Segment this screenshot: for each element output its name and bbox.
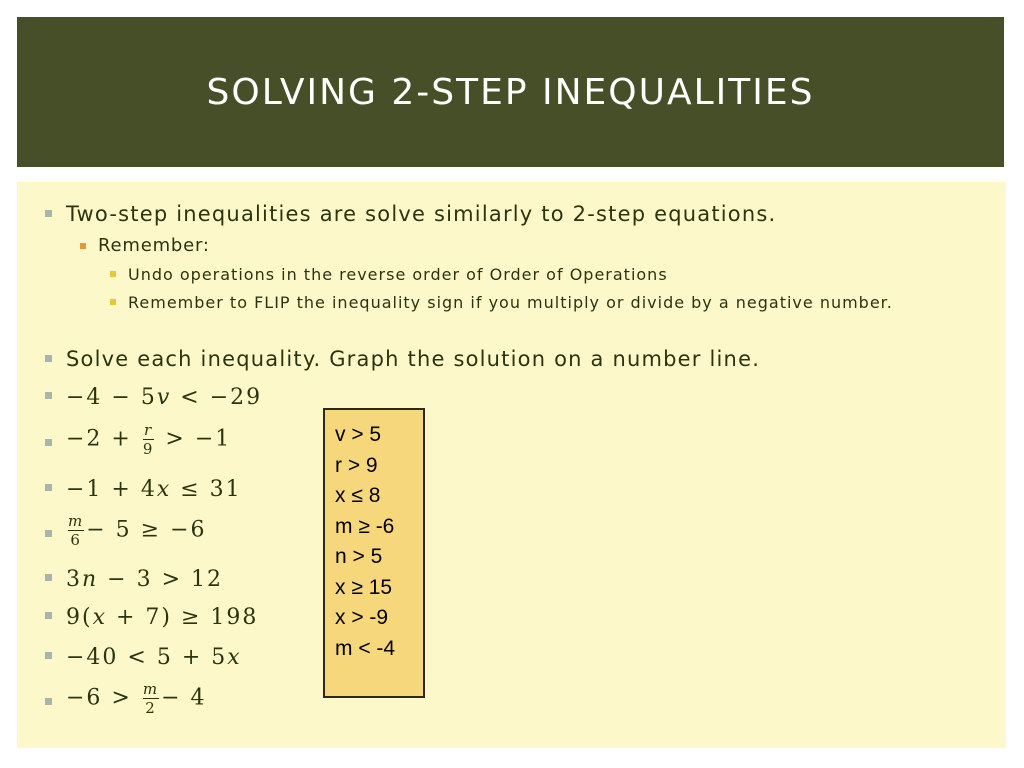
inequality-part: −2 + (66, 426, 141, 452)
bullet-text: Solve each inequality. Graph the solution on a number line. (66, 347, 761, 371)
fraction (143, 680, 159, 717)
denominator: 6 (70, 531, 82, 549)
problem-8 (45, 680, 207, 717)
answer: x ≥ 15 (335, 575, 393, 599)
square-bullet-icon (45, 530, 52, 537)
bullet-remember (80, 235, 210, 257)
answer: v > 5 (335, 423, 382, 446)
title-bar (17, 17, 1004, 167)
problem-3 (45, 475, 242, 505)
inequality (66, 421, 231, 458)
answer: x ≤ 8 (335, 484, 381, 507)
answer: n > 5 (335, 545, 383, 568)
content-area (17, 182, 1006, 748)
inequality: 9(𝑥 + 7) ≥ 198 (66, 605, 259, 630)
square-bullet-icon (45, 574, 52, 581)
denominator: 2 (145, 699, 157, 717)
inequality: −1 + 4𝑥 ≤ 31 (66, 477, 242, 502)
inequality: −40 < 5 + 5𝑥 (66, 645, 242, 670)
answer: m ≥ -6 (335, 514, 395, 538)
inequality: −4 − 5𝑣 < −29 (66, 385, 263, 410)
square-bullet-icon (80, 243, 86, 249)
inequality (66, 512, 207, 549)
denominator: 9 (142, 440, 155, 458)
inequality-part: > −1 (156, 426, 232, 452)
bullet-sub-2 (110, 292, 940, 314)
numerator: m (142, 680, 160, 698)
square-bullet-icon (45, 612, 52, 619)
numerator: m (68, 512, 85, 530)
square-bullet-icon (110, 299, 116, 305)
square-bullet-icon (45, 698, 52, 705)
numerator: r (144, 421, 154, 439)
problem-7 (45, 643, 242, 673)
bullet-text: Remember: (98, 235, 210, 256)
problem-1 (45, 383, 262, 413)
square-bullet-icon (45, 355, 52, 362)
bullet-text: Two-step inequalities are solve similarly to 2-step equations. (66, 202, 777, 226)
problem-2 (45, 421, 231, 458)
problem-4 (45, 512, 207, 549)
answer: r > 9 (335, 453, 378, 477)
square-bullet-icon (45, 392, 52, 399)
square-bullet-icon (45, 484, 52, 491)
bullet-intro (45, 201, 776, 227)
answer-box (323, 408, 425, 698)
problem-6 (45, 603, 258, 633)
inequality-part: − 4 (161, 685, 207, 711)
inequality: 3𝑛 − 3 > 12 (66, 567, 223, 592)
inequality-part: − 5 ≥ −6 (86, 517, 207, 543)
square-bullet-icon (110, 271, 116, 277)
inequality-part: −6 > (66, 685, 141, 711)
bullet-sub-1 (110, 264, 668, 286)
square-bullet-icon (45, 210, 52, 217)
square-bullet-icon (45, 652, 52, 659)
answer: m < -4 (335, 636, 396, 660)
inequality (66, 680, 207, 717)
fraction (143, 421, 155, 458)
square-bullet-icon (45, 439, 52, 446)
slide-title: SOLVING 2-STEP INEQUALITIES (206, 71, 815, 113)
problem-5 (45, 565, 223, 595)
answer: x > -9 (335, 606, 389, 629)
bullet-text: Undo operations in the reverse order of Order of Operations (128, 265, 668, 284)
fraction (68, 512, 84, 549)
bullet-instruction (45, 346, 760, 372)
bullet-text: Remember to FLIP the inequality sign if you multiply or divide by a negative number. (128, 293, 893, 312)
